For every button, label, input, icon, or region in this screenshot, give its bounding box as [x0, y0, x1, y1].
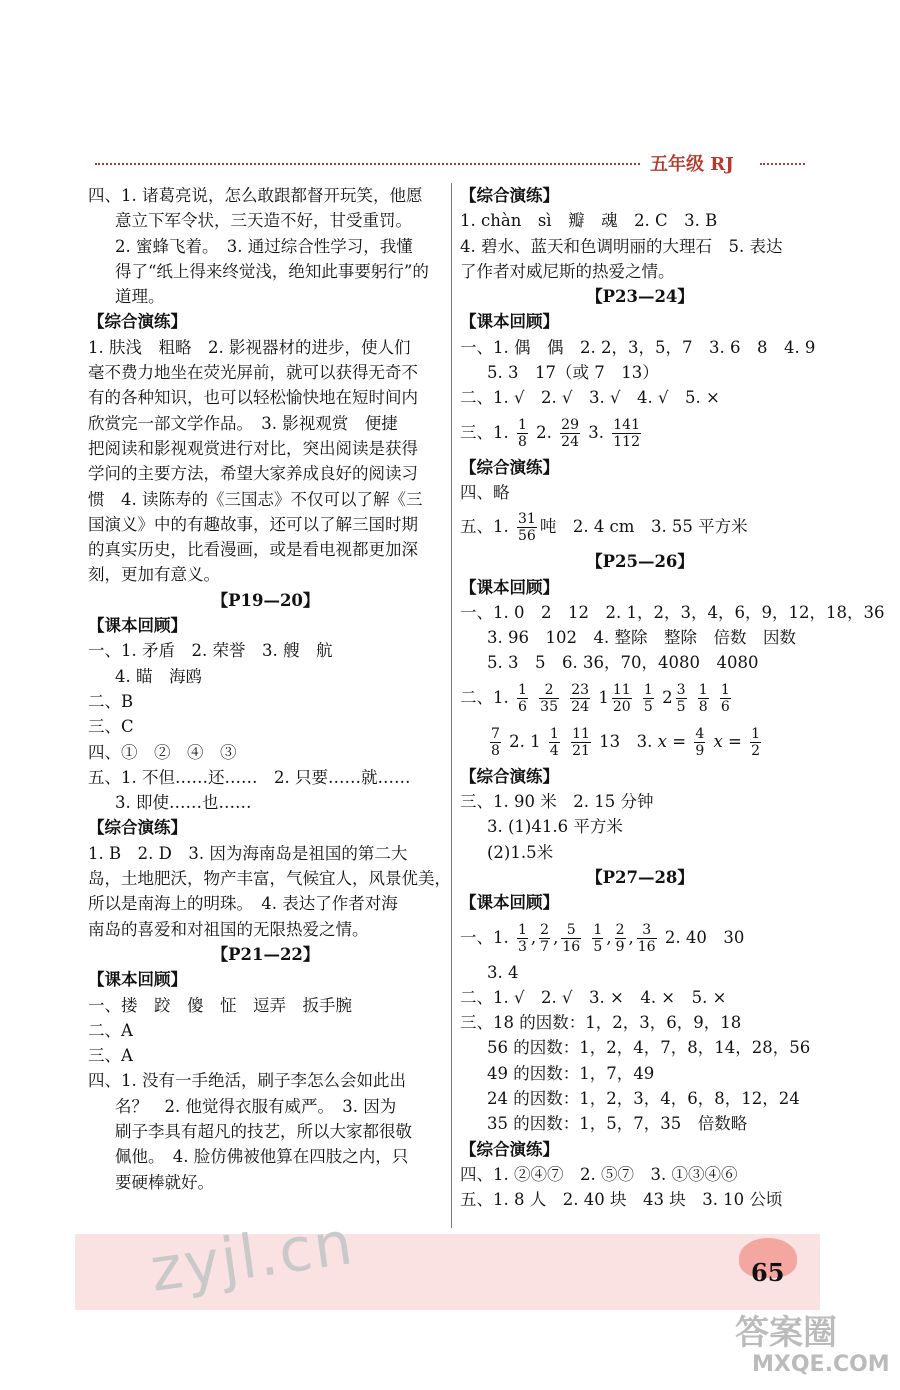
denominator: 8 — [491, 742, 500, 759]
denominator: 35 — [540, 698, 558, 715]
text-line: 三、A — [88, 1046, 133, 1066]
fraction — [560, 417, 580, 450]
fraction — [676, 682, 687, 715]
numerator: 1 — [549, 725, 559, 742]
denominator: 20 — [612, 698, 631, 715]
page-range-heading: 【P23—24】 — [586, 287, 694, 307]
whole-number: 2 — [662, 687, 673, 707]
denominator: 21 — [572, 742, 590, 759]
text-line: 1. 肤浅 粗略 2. 影视器材的进步，使人们 — [88, 337, 411, 357]
text-span: 吨 2. 4 cm 3. 55 平方米 — [539, 517, 748, 537]
section-heading: 【综合演练】 — [88, 818, 187, 838]
text-line: 把阅读和影视观赏进行对比，突出阅读是获得 — [88, 438, 418, 458]
text-line: 5. 3 5 6. 36，70，4080 4080 — [487, 653, 759, 673]
text-line: 了作者对威尼斯的热爱之情。 — [460, 261, 675, 281]
denominator: 112 — [613, 433, 640, 450]
text-line: 2. 蜜蜂飞着。 3. 通过综合性学习，我懂 — [115, 236, 413, 256]
text-line: 二、1. √ 2. √ 3. √ 4. √ 5. × — [460, 388, 720, 408]
item-label: 2. — [536, 422, 552, 442]
section-heading: 【课本回顾】 — [88, 970, 187, 990]
item-label: 三、1. — [460, 422, 509, 442]
section-heading: 【综合演练】 — [460, 186, 559, 205]
numerator: 1 — [593, 921, 603, 938]
numerator: 2 — [539, 682, 559, 699]
text-line: 一、1. 0 2 12 2. 1，2，3，4，6，9，12，18，36 — [460, 602, 885, 622]
text-line: 毫不费力地坐在荧光屏前，就可以获得无奇不 — [88, 363, 418, 383]
text-line: 四、1. 诸葛亮说，怎么敢跟都督开玩笑，他愿 — [88, 186, 423, 205]
fraction — [490, 726, 501, 759]
fraction — [539, 682, 559, 715]
text-line: 三、1. 90 米 2. 15 分钟 — [460, 792, 654, 812]
text-line: 道理。 — [115, 287, 165, 307]
text-line: 四、略 — [460, 482, 510, 502]
denominator: 56 — [518, 528, 536, 545]
text-line: 4. 瞄 海鸥 — [115, 666, 202, 686]
fraction — [549, 726, 560, 759]
text-line: 1. B 2. D 3. 因为海南岛是祖国的第二大 — [88, 843, 408, 863]
denominator: 9 — [615, 938, 625, 955]
denominator: 24 — [571, 698, 590, 715]
fraction — [615, 922, 626, 955]
text-line: 56 的因数：1，2，4，7，8，14，28，56 — [487, 1038, 811, 1058]
fraction-line — [460, 720, 820, 764]
section-heading: 【课本回顾】 — [460, 312, 559, 332]
right-column — [460, 183, 885, 1213]
fraction-line: 一、1. $\frac{1}{3}$ , $\frac{2}{7}$ , $\frac{5}{16}$ $\frac{1}{5}$ , $\frac{2}{9}$ , $\frac{3}{16}$ 2. 40 30 — [460, 921, 745, 955]
denominator: 5 — [593, 938, 603, 955]
denominator: 24 — [561, 433, 579, 450]
numerator: 1 — [518, 681, 527, 698]
fraction-line — [460, 505, 820, 549]
section-heading: 【综合演练】 — [460, 1139, 559, 1159]
numerator: 5 — [561, 922, 581, 939]
text-line: 五、1. 不但……还…… 2. 只要……就…… — [88, 767, 411, 787]
denominator: 6 — [720, 698, 730, 715]
denominator: 8 — [698, 698, 708, 715]
text-line: 49 的因数：1，7，49 — [487, 1063, 655, 1083]
fraction — [517, 682, 528, 715]
text-line: 四、① ② ④ ③ — [88, 742, 237, 762]
text-line: 意立下军令状，三天造不好，甘受重罚。 — [115, 211, 412, 231]
fraction — [612, 682, 632, 715]
fraction-line — [460, 411, 820, 455]
text-line: 四、1. 没有一手绝活，刷子李怎么会如此出 — [88, 1071, 406, 1091]
text-line: 24 的因数：1，2，3，4，6，8，12，24 — [487, 1089, 800, 1109]
numerator: 2 — [615, 921, 625, 938]
text-line: (2)1.5米 — [487, 842, 554, 862]
text-line: 刷子李具有超凡的技艺，所以大家都很敬 — [115, 1121, 412, 1141]
numerator: 1 — [720, 681, 730, 698]
text-line: 五、1. 8 人 2. 40 块 43 块 3. 10 公顷 — [460, 1190, 783, 1210]
text-line: 3. (1)41.6 平方米 — [487, 817, 623, 837]
numerator: 3 — [676, 681, 686, 698]
item-label: 3. — [588, 422, 604, 442]
page-range-heading: 【P27—28】 — [586, 867, 694, 887]
text-line: 4. 碧水、蓝天和色调明丽的大理石 5. 表达 — [460, 236, 783, 256]
item-label: 二、1. — [460, 687, 509, 707]
numerator: 1 — [643, 681, 653, 698]
page-number-badge — [733, 1236, 803, 1296]
dotted-rule-end — [760, 163, 805, 165]
dotted-rule — [95, 163, 640, 165]
text-line: 35 的因数：1，5，7，35 倍数略 — [487, 1114, 748, 1134]
text-line: 得了“纸上得来终觉浅，绝知此事要躬行”的 — [115, 261, 429, 281]
item-label: 五、1. — [460, 517, 509, 537]
fraction — [698, 682, 709, 715]
text-line: 二、1. √ 2. √ 3. × 4. × 5. × — [460, 987, 727, 1007]
numerator: 2 — [540, 921, 550, 938]
site-logo-url: MXQE.COM — [752, 1352, 890, 1377]
numerator: 7 — [491, 725, 500, 742]
text-line: 南岛的喜爱和对祖国的无限热爱之情。 — [88, 919, 369, 939]
section-heading: 【综合演练】 — [460, 457, 559, 477]
equation-label: x = — [657, 731, 687, 751]
denominator: 3 — [518, 938, 527, 955]
site-logo: 答案圈 — [735, 1313, 837, 1353]
fraction — [694, 726, 705, 759]
column-divider — [451, 183, 452, 1228]
text-line: 1. chàn sì 瓣 魂 2. C 3. B — [460, 211, 718, 231]
text-line: 5. 3 17（或 7 13） — [487, 363, 659, 383]
text-line: 名？ 2. 他觉得衣服有威严。 3. 因为 — [115, 1096, 397, 1116]
text-line: 有的各种知识，也可以轻松愉快地在短时间内 — [88, 388, 418, 408]
fraction — [570, 682, 590, 715]
text-line: 的真实历史，比看漫画，或是看电视都更加深 — [88, 540, 418, 560]
text-line: 二、B — [88, 691, 134, 711]
page-range-heading: 【P21—22】 — [211, 944, 320, 964]
denominator: 2 — [751, 742, 761, 759]
text-line: 二、A — [88, 1020, 133, 1040]
grade-label: 五年级 RJ — [650, 154, 734, 175]
fraction — [517, 922, 528, 955]
denominator: 6 — [518, 698, 527, 715]
item-label: 一、1. — [460, 927, 509, 947]
numerator: 3 — [637, 922, 657, 939]
numerator: 1 — [698, 681, 708, 698]
fraction — [517, 417, 528, 450]
text-line: 刻，更加有意义。 — [88, 565, 220, 585]
text-line: 三、18 的因数：1，2，3，6，9，18 — [460, 1013, 742, 1033]
numerator: 23 — [571, 681, 590, 698]
denominator: 9 — [695, 742, 705, 759]
text-line: 四、1. ②④⑦ 2. ⑤⑦ 3. ①③④⑥ — [460, 1164, 738, 1184]
text-line: 一、搂 跤 傻 怔 逗弄 扳手腕 — [88, 995, 352, 1015]
text-span: 13 3. — [599, 731, 653, 751]
text-line: 欣赏完一部文学作品。 3. 影视观赏 便捷 — [88, 413, 398, 433]
text-line: 3. 4 — [487, 962, 519, 982]
denominator: 5 — [676, 698, 686, 715]
equation-label: x = — [713, 731, 742, 751]
section-heading: 【课本回顾】 — [460, 893, 559, 913]
watermark: zyjl.cn — [146, 1208, 359, 1306]
fraction — [750, 726, 761, 759]
fraction — [643, 682, 654, 715]
fraction — [561, 922, 581, 955]
fraction — [637, 922, 657, 955]
text-line: 惯 4. 读陈寿的《三国志》不仅可以了解《三 — [88, 489, 423, 509]
fraction-line — [460, 676, 820, 720]
fraction — [612, 417, 641, 450]
numerator: 4 — [695, 725, 705, 742]
denominator: 16 — [562, 938, 581, 955]
text-line: 学问的主要方法，希望大家养成良好的阅读习 — [88, 464, 418, 484]
numerator: 1 — [751, 725, 761, 742]
denominator: 7 — [540, 938, 550, 955]
text-line: 一、1. 偶 偶 2. 2，3，5，7 3. 6 8 4. 9 — [460, 337, 816, 357]
text-line: 3. 96 102 4. 整除 整除 倍数 因数 — [487, 628, 796, 648]
page-range-heading: 【P25—26】 — [586, 552, 694, 572]
fraction — [571, 726, 591, 759]
section-heading: 【课本回顾】 — [460, 577, 559, 597]
text-line: 国演义》中的有趣故事，还可以了解三国时期 — [88, 514, 418, 534]
left-column — [88, 183, 451, 1195]
numerator: 29 — [561, 416, 579, 433]
section-heading: 【课本回顾】 — [88, 616, 187, 636]
numerator: 1 — [518, 416, 527, 433]
page-header — [95, 150, 805, 174]
text-span: 2. 40 30 — [664, 927, 745, 947]
text-line: 佩他。 4. 脸仿佛被他算在四肢之内，只 — [115, 1147, 409, 1167]
text-line: 3. 即使……也…… — [115, 793, 252, 813]
fraction — [539, 922, 550, 955]
denominator: 16 — [637, 938, 656, 955]
text-line: 岛，土地肥沃，物产丰富，气候宜人，风景优美， — [88, 869, 451, 889]
denominator: 4 — [549, 742, 559, 759]
fraction — [517, 511, 537, 544]
fraction — [592, 922, 603, 955]
numerator: 11 — [612, 681, 631, 698]
denominator: 5 — [643, 698, 653, 715]
fraction — [720, 682, 731, 715]
section-heading: 【综合演练】 — [88, 312, 187, 332]
section-heading: 【综合演练】 — [460, 766, 559, 786]
text-line: 要硬棒就好。 — [115, 1172, 214, 1192]
text-line: 一、1. 矛盾 2. 荣誉 3. 艘 航 — [88, 641, 333, 661]
page-number: 65 — [751, 1258, 785, 1287]
numerator: 1 — [518, 921, 527, 938]
denominator: 8 — [518, 433, 527, 450]
numerator: 11 — [572, 725, 590, 742]
numerator: 141 — [613, 416, 640, 433]
numerator: 31 — [518, 511, 536, 528]
text-span: 2. 1 — [509, 731, 541, 751]
text-line: 所以是南海上的明珠。 4. 表达了作者对海 — [88, 894, 398, 914]
page-range-heading: 【P19—20】 — [211, 590, 320, 610]
whole-number: 1 — [598, 687, 609, 707]
text-line: 三、C — [88, 717, 134, 737]
